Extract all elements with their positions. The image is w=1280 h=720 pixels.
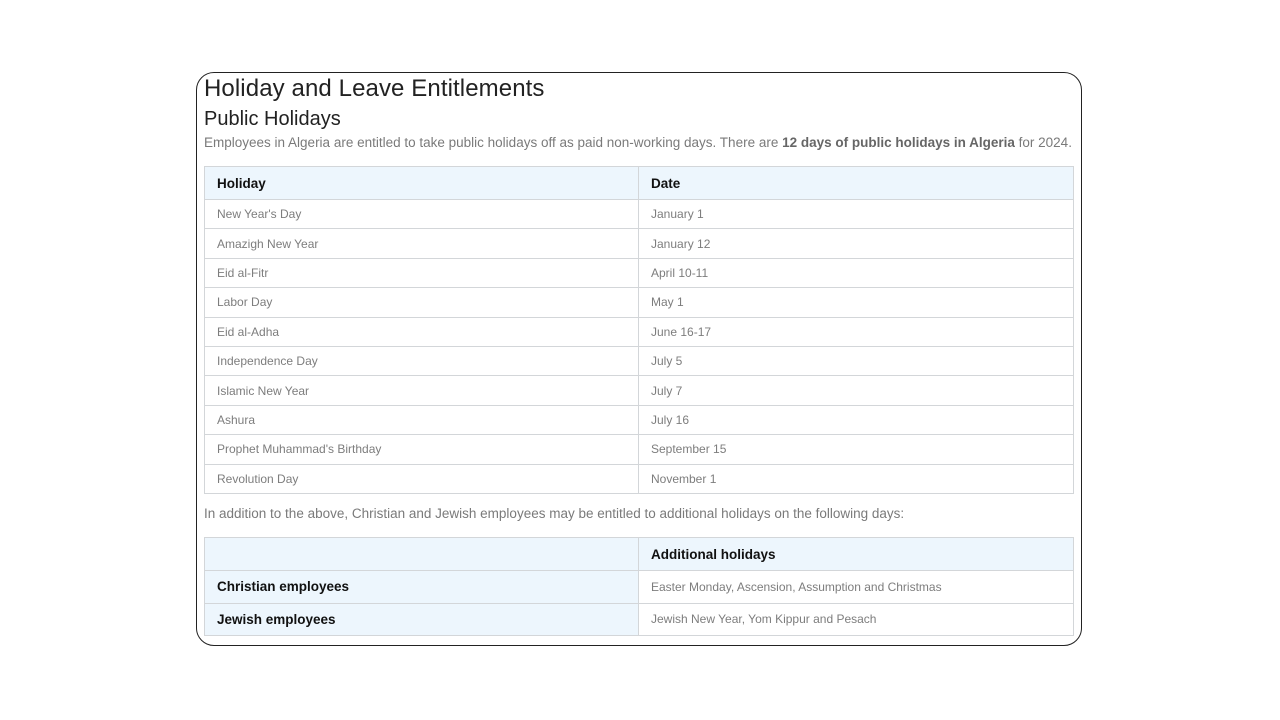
additional-holidays-list: Easter Monday, Ascension, Assumption and Christmas <box>639 571 1074 604</box>
public-holidays-table <box>204 166 1074 494</box>
table-row <box>205 200 1074 229</box>
intro-paragraph <box>204 135 1072 150</box>
holiday-date: January 1 <box>639 200 1074 229</box>
holiday-date: July 16 <box>639 405 1074 434</box>
table-row <box>205 464 1074 493</box>
holiday-date: July 5 <box>639 346 1074 375</box>
employee-group: Jewish employees <box>205 603 639 636</box>
holiday-date: January 12 <box>639 229 1074 258</box>
holiday-name: Eid al-Fitr <box>205 258 639 287</box>
holiday-date: April 10-11 <box>639 258 1074 287</box>
table-header-row <box>205 167 1074 200</box>
holiday-name: New Year's Day <box>205 200 639 229</box>
page-title: Holiday and Leave Entitlements <box>204 75 545 102</box>
holiday-name: Independence Day <box>205 346 639 375</box>
column-header-holiday: Holiday <box>205 167 639 200</box>
employee-group: Christian employees <box>205 571 639 604</box>
table-row <box>205 288 1074 317</box>
holiday-name: Ashura <box>205 405 639 434</box>
additional-holidays-list: Jewish New Year, Yom Kippur and Pesach <box>639 603 1074 636</box>
holiday-date: June 16-17 <box>639 317 1074 346</box>
holiday-date: May 1 <box>639 288 1074 317</box>
additional-holidays-table <box>204 537 1074 636</box>
holiday-date: November 1 <box>639 464 1074 493</box>
holiday-name: Prophet Muhammad's Birthday <box>205 435 639 464</box>
holiday-name: Labor Day <box>205 288 639 317</box>
column-header-group <box>205 538 639 571</box>
holiday-name: Revolution Day <box>205 464 639 493</box>
table-row <box>205 376 1074 405</box>
table-row <box>205 346 1074 375</box>
table-row <box>205 603 1074 636</box>
holiday-name: Islamic New Year <box>205 376 639 405</box>
holiday-date: July 7 <box>639 376 1074 405</box>
holiday-name: Eid al-Adha <box>205 317 639 346</box>
entitlements-card <box>196 72 1082 646</box>
table-header-row <box>205 538 1074 571</box>
column-header-additional-holidays: Additional holidays <box>639 538 1074 571</box>
table-row <box>205 229 1074 258</box>
additional-holidays-intro: In addition to the above, Christian and Jewish employees may be entitled to additional holidays on the following days: <box>204 506 905 521</box>
section-title: Public Holidays <box>204 108 341 130</box>
table-row <box>205 317 1074 346</box>
intro-text-before: Employees in Algeria are entitled to take public holidays off as paid non-working days. There are <box>204 135 783 150</box>
holiday-date: September 15 <box>639 435 1074 464</box>
table-row <box>205 258 1074 287</box>
intro-text-after: for 2024. <box>1014 135 1072 150</box>
table-row <box>205 405 1074 434</box>
table-row <box>205 571 1074 604</box>
holiday-name: Amazigh New Year <box>205 229 639 258</box>
column-header-date: Date <box>639 167 1074 200</box>
intro-highlight: 12 days of public holidays in Algeria <box>782 135 1015 150</box>
table-row <box>205 435 1074 464</box>
